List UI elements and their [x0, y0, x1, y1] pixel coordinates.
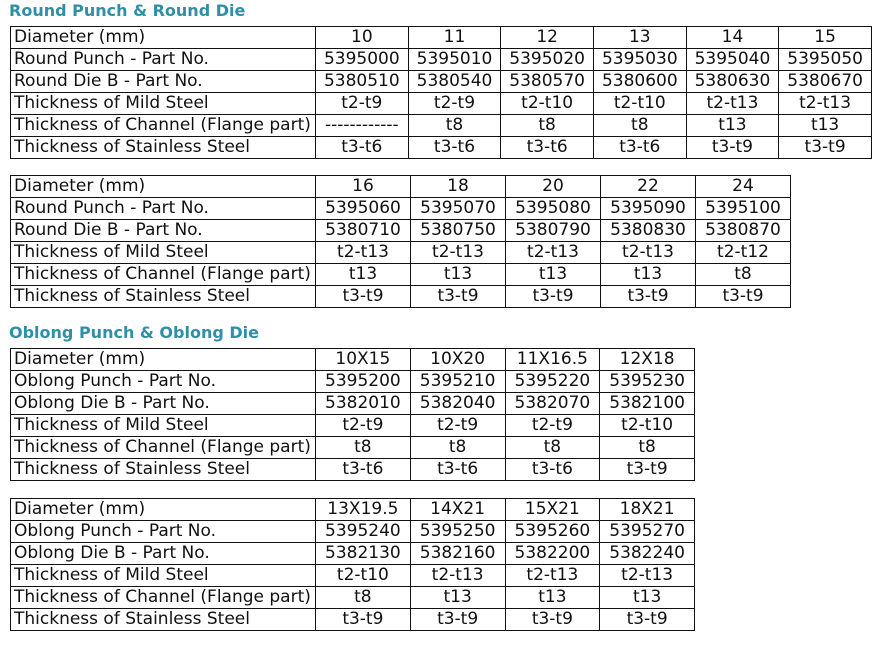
table-cell: t13 — [505, 587, 600, 609]
table-cell: t13 — [779, 115, 872, 137]
table-cell: t3-t6 — [316, 137, 409, 159]
table-row — [11, 137, 872, 159]
row-label: Thickness of Mild Steel — [11, 242, 316, 264]
table-cell: t13 — [410, 587, 505, 609]
table-row — [11, 264, 791, 286]
row-label: Thickness of Stainless Steel — [11, 137, 316, 159]
row-label: Diameter (mm) — [11, 27, 316, 49]
table-cell: t3-t9 — [779, 137, 872, 159]
table-cell: 5395040 — [686, 49, 779, 71]
table-cell: 5395020 — [501, 49, 594, 71]
row-label: Thickness of Channel (Flange part) — [11, 264, 316, 286]
table-cell: t8 — [593, 115, 686, 137]
row-label: Thickness of Mild Steel — [11, 93, 316, 115]
table-cell: t3-t9 — [316, 286, 411, 308]
table-cell: 5395240 — [316, 521, 411, 543]
table-cell: 11X16.5 — [505, 349, 600, 371]
table-cell: 5395060 — [316, 198, 411, 220]
table-cell: 5380570 — [501, 71, 594, 93]
table-cell: t8 — [410, 437, 505, 459]
table-cell: 5395000 — [316, 49, 409, 71]
table-cell: 5380540 — [408, 71, 501, 93]
table-row — [11, 220, 791, 242]
row-label: Thickness of Mild Steel — [11, 415, 316, 437]
table-cell: t3-t6 — [408, 137, 501, 159]
table-cell: t13 — [506, 264, 601, 286]
table-cell: 18 — [411, 176, 506, 198]
table-cell: 5395090 — [601, 198, 696, 220]
table-cell: 5395080 — [506, 198, 601, 220]
row-label: Thickness of Channel (Flange part) — [11, 437, 316, 459]
row-label: Thickness of Stainless Steel — [11, 459, 316, 481]
table-cell: 5380750 — [411, 220, 506, 242]
table-cell: 13X19.5 — [316, 499, 411, 521]
table-cell: 16 — [316, 176, 411, 198]
table-row — [11, 521, 695, 543]
row-label: Diameter (mm) — [11, 499, 316, 521]
table-row — [11, 565, 695, 587]
table-cell: 5395230 — [600, 371, 695, 393]
table-cell: t8 — [696, 264, 791, 286]
table-cell: 5395210 — [410, 371, 505, 393]
table-cell: 5395250 — [410, 521, 505, 543]
row-label: Round Punch - Part No. — [11, 198, 316, 220]
table-cell: 10 — [316, 27, 409, 49]
table-cell: 5382130 — [316, 543, 411, 565]
table-row — [11, 286, 791, 308]
table-cell: ------------ — [316, 115, 409, 137]
table-cell: t2-t13 — [506, 242, 601, 264]
row-label: Round Die B - Part No. — [11, 220, 316, 242]
row-label: Thickness of Mild Steel — [11, 565, 316, 587]
table-cell: t2-t10 — [316, 565, 411, 587]
table-cell: t8 — [600, 437, 695, 459]
table-row — [11, 415, 695, 437]
table-cell: 20 — [506, 176, 601, 198]
table-cell: t2-t13 — [686, 93, 779, 115]
table-cell: 5395030 — [593, 49, 686, 71]
table-cell: 13 — [593, 27, 686, 49]
table-cell: t2-t13 — [779, 93, 872, 115]
table-cell: t2-t9 — [408, 93, 501, 115]
table-cell: 5380630 — [686, 71, 779, 93]
row-label: Diameter (mm) — [11, 349, 316, 371]
oblong-table-1 — [10, 348, 695, 481]
table-cell: 12 — [501, 27, 594, 49]
table-cell: t8 — [505, 437, 600, 459]
table-cell: 5395070 — [411, 198, 506, 220]
table-cell: 15X21 — [505, 499, 600, 521]
table-cell: 5380790 — [506, 220, 601, 242]
row-label: Round Punch - Part No. — [11, 49, 316, 71]
table-cell: 5382160 — [410, 543, 505, 565]
table-cell: t3-t9 — [600, 459, 695, 481]
row-label: Thickness of Stainless Steel — [11, 609, 316, 631]
table-row — [11, 27, 872, 49]
table-row — [11, 198, 791, 220]
row-label: Thickness of Channel (Flange part) — [11, 115, 316, 137]
table-row — [11, 93, 872, 115]
table-cell: 24 — [696, 176, 791, 198]
table-cell: t3-t9 — [411, 286, 506, 308]
table-cell: t3-t6 — [410, 459, 505, 481]
table-cell: 5382240 — [600, 543, 695, 565]
table-cell: t2-t9 — [316, 93, 409, 115]
table-cell: t2-t13 — [316, 242, 411, 264]
table-cell: t2-t12 — [696, 242, 791, 264]
table-cell: 14X21 — [410, 499, 505, 521]
table-cell: t13 — [600, 587, 695, 609]
row-label: Thickness of Channel (Flange part) — [11, 587, 316, 609]
table-cell: t3-t9 — [686, 137, 779, 159]
table-cell: 5382070 — [505, 393, 600, 415]
table-cell: t2-t9 — [505, 415, 600, 437]
table-cell: t3-t9 — [505, 609, 600, 631]
table-cell: 10X15 — [316, 349, 411, 371]
table-cell: 5395200 — [316, 371, 411, 393]
table-cell: 5395050 — [779, 49, 872, 71]
table-cell: t3-t9 — [601, 286, 696, 308]
table-cell: 5395100 — [696, 198, 791, 220]
table-cell: t2-t13 — [505, 565, 600, 587]
table-row — [11, 543, 695, 565]
table-row — [11, 71, 872, 93]
table-cell: 5382010 — [316, 393, 411, 415]
table-cell: t3-t6 — [505, 459, 600, 481]
table-row — [11, 587, 695, 609]
table-row — [11, 393, 695, 415]
table-cell: t3-t6 — [316, 459, 411, 481]
table-cell: t13 — [601, 264, 696, 286]
round-table-1 — [10, 26, 872, 159]
table-cell: 5380830 — [601, 220, 696, 242]
oblong-section-title: Oblong Punch & Oblong Die — [9, 323, 259, 342]
table-cell: 5380710 — [316, 220, 411, 242]
table-row — [11, 371, 695, 393]
table-row — [11, 459, 695, 481]
table-cell: t8 — [316, 587, 411, 609]
table-cell: 5382100 — [600, 393, 695, 415]
row-label: Thickness of Stainless Steel — [11, 286, 316, 308]
table-row — [11, 349, 695, 371]
table-cell: t3-t6 — [501, 137, 594, 159]
table-cell: 5382040 — [410, 393, 505, 415]
table-cell: t13 — [411, 264, 506, 286]
table-cell: 5380600 — [593, 71, 686, 93]
row-label: Oblong Punch - Part No. — [11, 371, 316, 393]
table-cell: t8 — [408, 115, 501, 137]
table-cell: 5395010 — [408, 49, 501, 71]
round-section-title: Round Punch & Round Die — [9, 1, 246, 20]
table-row — [11, 609, 695, 631]
row-label: Diameter (mm) — [11, 176, 316, 198]
table-cell: 22 — [601, 176, 696, 198]
table-cell: 5395260 — [505, 521, 600, 543]
round-table-2 — [10, 175, 791, 308]
table-cell: t8 — [501, 115, 594, 137]
table-cell: t3-t9 — [600, 609, 695, 631]
oblong-table-2 — [10, 498, 695, 631]
row-label: Oblong Punch - Part No. — [11, 521, 316, 543]
table-cell: t13 — [316, 264, 411, 286]
table-cell: t2-t13 — [601, 242, 696, 264]
row-label: Round Die B - Part No. — [11, 71, 316, 93]
table-cell: t2-t10 — [501, 93, 594, 115]
table-cell: t2-t9 — [316, 415, 411, 437]
table-cell: t2-t9 — [410, 415, 505, 437]
table-cell: 5380670 — [779, 71, 872, 93]
table-cell: t2-t10 — [593, 93, 686, 115]
table-cell: t2-t10 — [600, 415, 695, 437]
table-cell: 5380510 — [316, 71, 409, 93]
table-cell: t3-t9 — [410, 609, 505, 631]
table-cell: 10X20 — [410, 349, 505, 371]
table-cell: 12X18 — [600, 349, 695, 371]
table-cell: t2-t13 — [600, 565, 695, 587]
table-row — [11, 499, 695, 521]
table-row — [11, 437, 695, 459]
row-label: Oblong Die B - Part No. — [11, 393, 316, 415]
table-cell: t3-t9 — [506, 286, 601, 308]
table-cell: t3-t9 — [696, 286, 791, 308]
table-row — [11, 176, 791, 198]
table-row — [11, 242, 791, 264]
table-cell: t2-t13 — [411, 242, 506, 264]
table-cell: 14 — [686, 27, 779, 49]
table-cell: 15 — [779, 27, 872, 49]
table-cell: t8 — [316, 437, 411, 459]
table-cell: 5395220 — [505, 371, 600, 393]
table-cell: t2-t13 — [410, 565, 505, 587]
table-cell: 18X21 — [600, 499, 695, 521]
table-row — [11, 115, 872, 137]
table-cell: t13 — [686, 115, 779, 137]
table-cell: t3-t6 — [593, 137, 686, 159]
row-label: Oblong Die B - Part No. — [11, 543, 316, 565]
table-cell: 5395270 — [600, 521, 695, 543]
table-cell: 5382200 — [505, 543, 600, 565]
table-cell: 5380870 — [696, 220, 791, 242]
table-cell: 11 — [408, 27, 501, 49]
table-row — [11, 49, 872, 71]
table-cell: t3-t9 — [316, 609, 411, 631]
